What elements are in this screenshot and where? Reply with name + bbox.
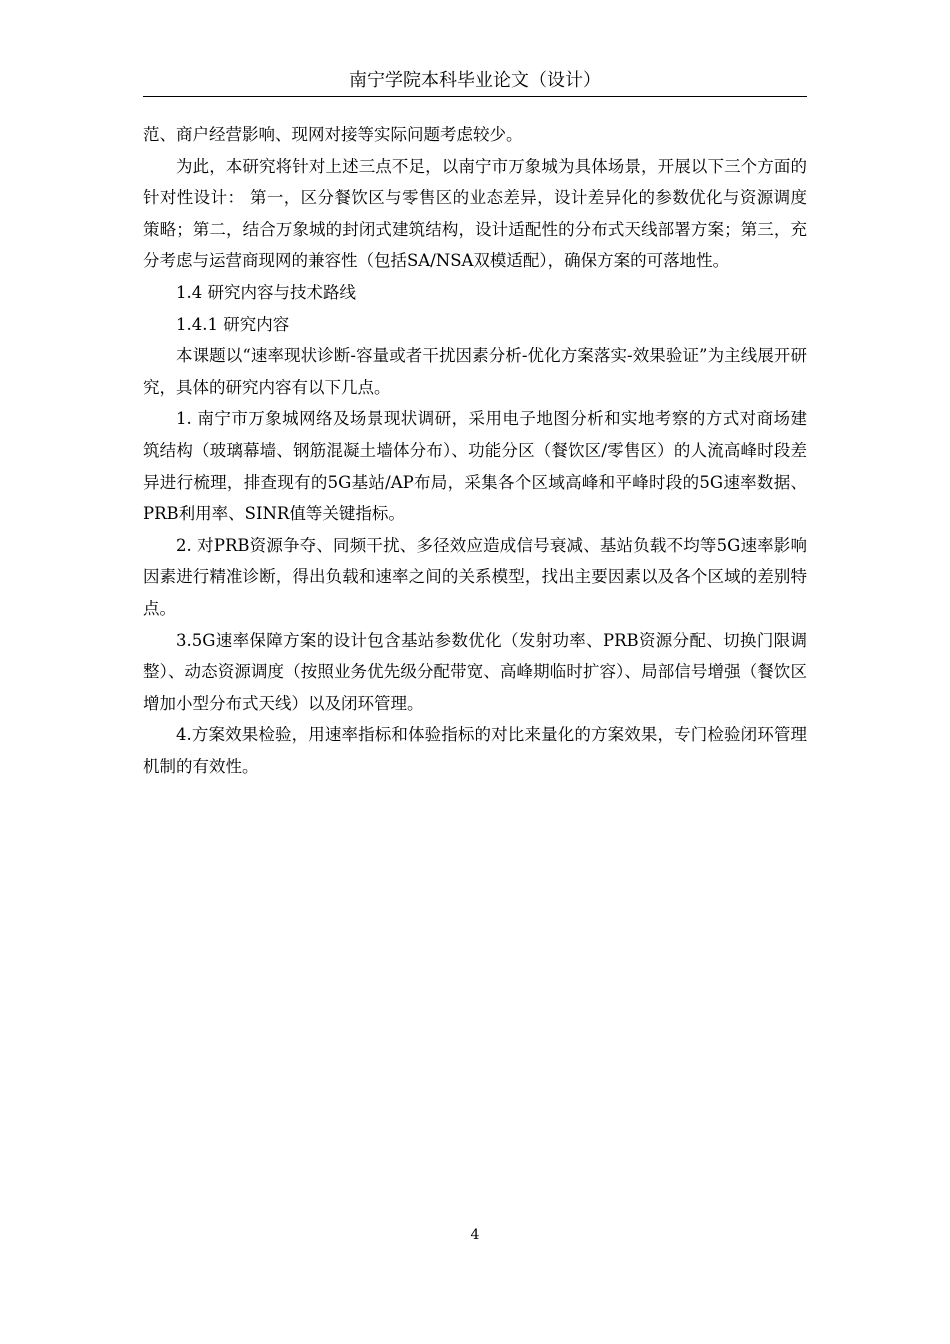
header-title: 南宁学院本科毕业论文（设计） [349, 70, 601, 91]
paragraph-research-intro: 本课题以“速率现状诊断-容量或者干扰因素分析-优化方案落实-效果验证”为主线展开研究，具体的研究内容有以下几点。 [143, 346, 807, 397]
section-heading-1-4: 1.4 研究内容与技术路线 [176, 282, 356, 302]
list-item-1: 1. 南宁市万象城网络及场景现状调研，采用电子地图分析和实地考察的方式对商场建筑结构（玻璃幕墙、钢筋混凝土墙体分布）、功能分区（餐饮区/零售区）的人流高峰时段差异进行梳理，排查现有的5G基站/AP布局，采集各个区域高峰和平峰时段的5G速率数据、PRB利用率、SINR值等关键指标。 [143, 409, 807, 524]
list-item-3: 3.5G速率保障方案的设计包含基站参数优化（发射功率、PRB资源分配、切换门限调整）、动态资源调度（按照业务优先级分配带宽、高峰期临时扩容）、局部信号增强（餐饮区增加小型分布式天线）以及闭环管理。 [143, 630, 807, 713]
list-item-2: 2. 对PRB资源争夺、同频干扰、多径效应造成信号衰减、基站负载不均等5G速率影响因素进行精准诊断，得出负载和速率之间的关系模型，找出主要因素以及各个区域的差别特点。 [143, 535, 807, 618]
list-item-4: 4.方案效果检验，用速率指标和体验指标的对比来量化的方案效果，专门检验闭环管理机制的有效性。 [143, 725, 807, 776]
section-heading-1-4-1: 1.4.1 研究内容 [176, 314, 290, 334]
document-body [143, 119, 807, 782]
paragraph-research-design: 为此，本研究将针对上述三点不足，以南宁市万象城为具体场景，开展以下三个方面的针对性设计： 第一，区分餐饮区与零售区的业态差异，设计差异化的参数优化与资源调度策略；第二，结合万象城的封闭式建筑结构，设计适配性的分布式天线部署方案；第三，充分考虑与运营商现网的兼容性（包括SA/NSA双模适配），确保方案的可落地性。 [143, 156, 807, 271]
page-header [143, 66, 807, 97]
page-number: 4 [470, 1227, 480, 1243]
paragraph-continuation: 范、商户经营影响、现网对接等实际问题考虑较少。 [143, 125, 523, 144]
